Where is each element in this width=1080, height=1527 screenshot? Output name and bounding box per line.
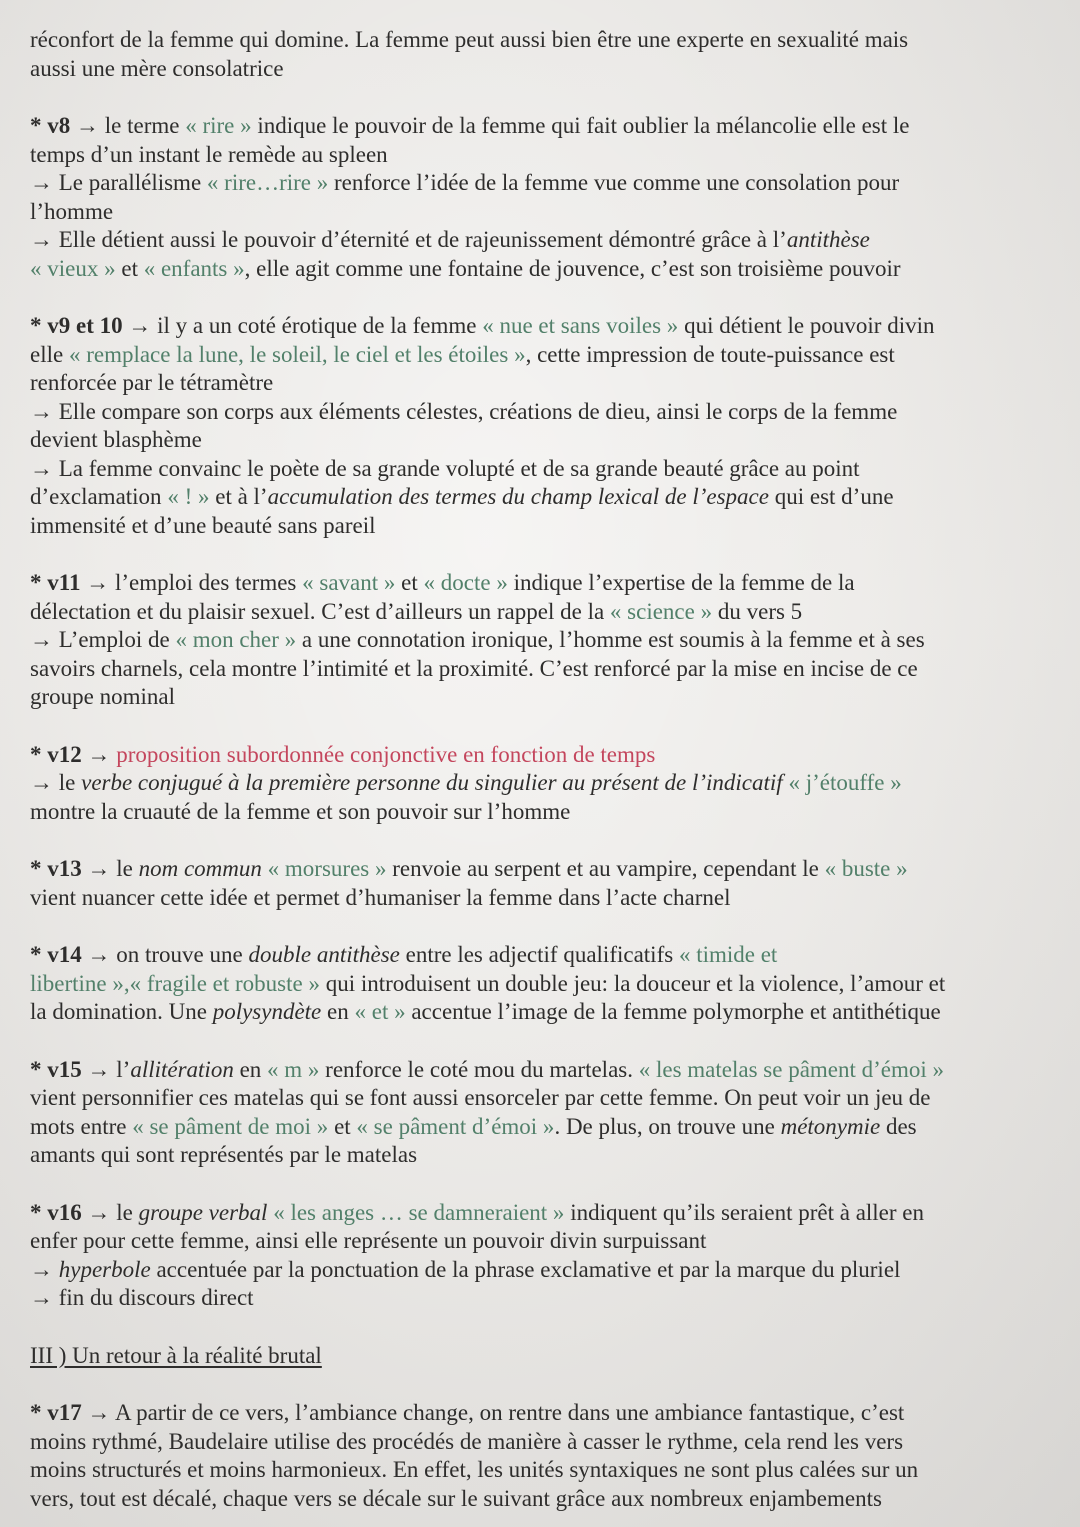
text-run: → le terme (70, 113, 186, 138)
italic-term: métonymie (780, 1113, 881, 1139)
italic-term: antithèse (786, 227, 870, 252)
text-run: . De plus, on trouve une (554, 1113, 781, 1139)
text-run: et (328, 1113, 357, 1139)
quotation: « rire » (185, 113, 252, 138)
text-run: renforce l’idée de la femme vue comme une consolation pour (328, 170, 900, 195)
text-line (30, 341, 895, 370)
quotation: « savant » (302, 570, 396, 595)
text-run: et (115, 255, 144, 281)
text-line (30, 112, 909, 141)
text-run: → le (30, 770, 82, 795)
italic-term: groupe verbal (138, 1199, 268, 1225)
text-run: amants qui sont représentés par le matelas (30, 1142, 418, 1167)
verse-label: * v9 et 10 (30, 313, 123, 338)
text-run: → l’emploi des termes (80, 570, 303, 595)
text-line (30, 312, 934, 341)
quotation: « vieux » (30, 255, 116, 281)
text-line (30, 426, 202, 455)
italic-term: nom commun (138, 856, 262, 881)
quotation: « se pâment de moi » (132, 1113, 329, 1139)
text-run: a une connotation ironique, l’homme est soumis à la femme et à ses (296, 627, 925, 652)
section-heading: III ) Un retour à la réalité brutal (30, 1342, 322, 1368)
text-run: renforcée par le tétramètre (30, 370, 274, 395)
text-line (30, 226, 870, 255)
quotation: « les anges … se damneraient » (267, 1199, 565, 1225)
note-v14 (30, 941, 1080, 1027)
text-run: qui détient le pouvoir divin (678, 313, 935, 338)
verse-label: * v16 (30, 1199, 82, 1225)
text-line (30, 741, 655, 770)
section-3-heading-block (30, 1342, 1080, 1371)
italic-term: accumulation des termes du champ lexical de l’espace (267, 484, 769, 509)
quotation: « m » (267, 1056, 320, 1082)
text-run: → L’emploi de (30, 627, 176, 652)
text-run: accentue l’image de la femme polymorphe et antithétique (405, 999, 941, 1024)
text-run: indiquent qu’ils seraient prêt à aller en (564, 1199, 925, 1225)
text-run: et (395, 570, 424, 595)
text-line (30, 683, 175, 712)
text-line (30, 169, 899, 198)
text-run: qui introduisent un double jeu: la douceur et la violence, l’amour et (319, 970, 946, 996)
text-line (30, 941, 777, 970)
text-line (30, 1256, 900, 1285)
text-line (30, 769, 902, 798)
quotation: « science » (609, 598, 713, 624)
text-run: → le (81, 856, 139, 881)
quotation: « les matelas se pâment d’émoi » (638, 1056, 945, 1082)
text-run: vient personnifier ces matelas qui se font aussi ensorceler par cette femme. On peut voir un jeu de (30, 1085, 931, 1110)
text-line (30, 455, 860, 484)
text-run: délectation et du plaisir sexuel. C’est d’ailleurs un rappel de la (30, 598, 610, 624)
text-line (30, 512, 376, 541)
text-run: enfer pour cette femme, ainsi elle représente un pouvoir divin surpuissant (30, 1228, 707, 1253)
text-run: → A partir de ce vers, l’ambiance change, on rentre dans une ambiance fantastique, c’est (81, 1400, 905, 1425)
text-run: des (880, 1113, 917, 1139)
text-run: en (233, 1056, 268, 1082)
text-run: , cette impression de toute-puissance est (525, 341, 895, 367)
text-line (30, 1141, 417, 1170)
text-run: → il y a un coté érotique de la femme (122, 313, 483, 338)
text-run: → Elle compare son corps aux éléments célestes, créations de dieu, ainsi le corps de la femme (30, 398, 898, 424)
text-line (30, 369, 273, 398)
text-run: en (321, 999, 355, 1024)
text-run: , elle agit comme une fontaine de jouvence, c’est son troisième pouvoir (244, 255, 901, 281)
text-run: → fin du discours direct (30, 1285, 254, 1310)
note-v16 (30, 1199, 1080, 1313)
text-line (30, 626, 925, 655)
italic-term: allitération (130, 1056, 234, 1082)
quotation: « et » (354, 999, 406, 1024)
text-line (30, 1456, 918, 1485)
quotation: « buste » (824, 856, 908, 881)
text-run: montre la cruauté de la femme et son pouvoir sur l’homme (30, 798, 571, 824)
text-line (30, 398, 897, 427)
text-run: indique l’expertise de la femme de la (507, 570, 855, 595)
text-run: → La femme convainc le poète de sa grande volupté et de sa grande beauté grâce au point (30, 455, 860, 481)
quotation: « docte » (423, 570, 508, 595)
italic-term: double antithèse (248, 942, 400, 967)
text-run: vient nuancer cette idée et permet d’humaniser la femme dans l’acte charnel (30, 884, 731, 910)
text-line (30, 798, 570, 827)
italic-term: verbe conjugué à la première personne du singulier au présent de l’indicatif (81, 770, 783, 795)
text-run: → (81, 741, 117, 767)
text-line (30, 1399, 904, 1428)
text-run: → le (81, 1199, 139, 1225)
text-run: → Elle détient aussi le pouvoir d’éternité et de rajeunissement démontré grâce à l’ (30, 227, 787, 252)
text-line (30, 884, 731, 913)
text-line (30, 1342, 322, 1371)
verse-label: * v15 (30, 1056, 82, 1082)
text-line (30, 255, 901, 284)
quotation: « se pâment d’émoi » (356, 1113, 555, 1139)
text-line (30, 1084, 931, 1113)
text-run: renvoie au serpent et au vampire, cependant le (386, 856, 825, 881)
text-run: → l’ (81, 1056, 131, 1082)
text-run: vers, tout est décalé, chaque vers se décale sur le suivant grâce aux nombreux enjambements (30, 1485, 882, 1511)
grammar-highlight: proposition subordonnée conjonctive en fonction de temps (116, 741, 656, 767)
text-line (30, 1199, 924, 1228)
verse-label: * v8 (30, 113, 71, 138)
note-v12 (30, 741, 1080, 827)
quotation: « enfants » (143, 255, 245, 281)
text-run: temps d’un instant le remède au spleen (30, 141, 388, 167)
text-line (30, 26, 908, 55)
text-line (30, 1056, 944, 1085)
text-line (30, 1284, 254, 1313)
text-line (30, 1227, 706, 1256)
text-run: aussi une mère consolatrice (30, 55, 284, 81)
quotation: « j’étouffe » (782, 770, 902, 795)
text-run: mots entre (30, 1113, 133, 1139)
text-line (30, 141, 388, 170)
text-line (30, 598, 802, 627)
text-run: moins rythmé, Baudelaire utilise des procédés de manière à casser le rythme, cela rend les vers (30, 1428, 904, 1454)
text-run: → Le parallélisme (30, 170, 207, 195)
text-line (30, 1428, 903, 1457)
text-run: qui est d’une (768, 484, 894, 509)
text-run: savoirs charnels, cela montre l’intimité et la proximité. C’est renforcé par la mise en incise de ce (30, 655, 918, 681)
note-v9-10 (30, 312, 1080, 540)
verse-label: * v13 (30, 856, 82, 881)
text-run: indique le pouvoir de la femme qui fait oublier la mélancolie elle est le (251, 113, 910, 138)
note-v17 (30, 1399, 1080, 1513)
quotation: « timide et (678, 942, 778, 967)
text-line (30, 1113, 917, 1142)
quotation: « mon cher » (175, 627, 297, 652)
text-run: renforce le coté mou du martelas. (319, 1056, 639, 1082)
text-run: réconfort de la femme qui domine. La femme peut aussi bien être une experte en sexualité mais (30, 27, 909, 52)
italic-term: hyperbole (58, 1256, 151, 1282)
text-line (30, 198, 113, 227)
text-run: → on trouve une (81, 942, 249, 967)
text-run: d’exclamation (30, 484, 168, 509)
italic-term: polysyndète (212, 999, 322, 1024)
text-run: l’homme (30, 198, 114, 224)
text-run: devient blasphème (30, 427, 202, 452)
text-run: immensité et d’une beauté sans pareil (30, 512, 376, 538)
note-v15 (30, 1056, 1080, 1170)
quotation: « remplace la lune, le soleil, le ciel et les étoiles » (68, 341, 526, 367)
text-run: accentuée par la ponctuation de la phrase exclamative et par la marque du pluriel (150, 1256, 901, 1282)
verse-label: * v14 (30, 942, 82, 967)
note-v11 (30, 569, 1080, 712)
text-line (30, 1485, 882, 1514)
note-v8 (30, 112, 1080, 283)
quotation: « nue et sans voiles » (482, 313, 679, 338)
text-line (30, 998, 941, 1027)
text-run: entre les adjectif qualificatifs (399, 942, 679, 967)
intro-paragraph (30, 26, 1080, 83)
text-run: groupe nominal (30, 684, 175, 709)
quotation: « ! » (167, 484, 210, 509)
text-run: et à l’ (209, 484, 268, 509)
text-run: la domination. Une (30, 999, 213, 1024)
text-line (30, 655, 918, 684)
text-run: elle (30, 341, 69, 367)
quotation: « rire…rire » (206, 170, 329, 195)
verse-label: * v12 (30, 741, 82, 767)
note-v13 (30, 855, 1080, 912)
verse-label: * v11 (30, 570, 81, 595)
text-line (30, 569, 855, 598)
text-line (30, 970, 945, 999)
text-line (30, 855, 908, 884)
text-run: du vers 5 (712, 598, 803, 624)
verse-label: * v17 (30, 1400, 82, 1425)
quotation: libertine »,« fragile et robuste » (30, 970, 320, 996)
text-run: moins structurés et moins harmonieux. En effet, les unités syntaxiques ne sont plus calées sur un (30, 1457, 919, 1482)
quotation: « morsures » (261, 856, 387, 881)
text-line (30, 483, 894, 512)
text-line (30, 55, 284, 84)
text-run: → (30, 1256, 59, 1282)
